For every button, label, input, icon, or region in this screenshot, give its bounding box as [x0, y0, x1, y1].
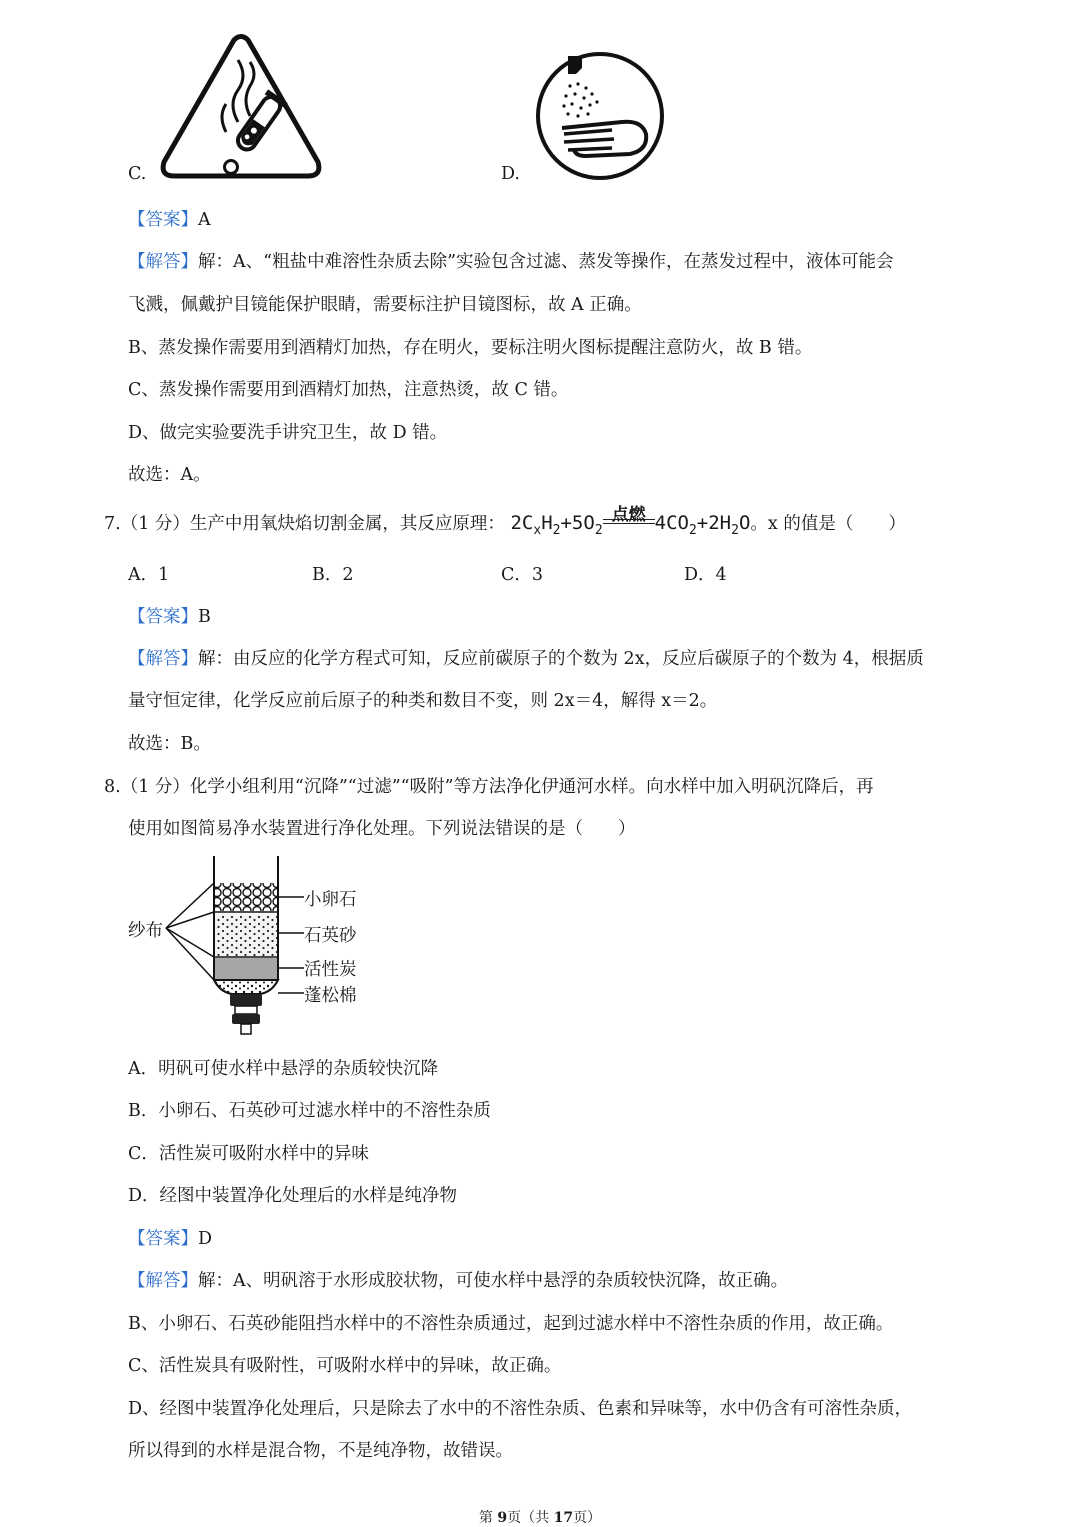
- q6-solution-line: 飞溅，佩戴护目镜能保护眼睛，需要标注护目镜图标，故 A 正确。: [128, 295, 642, 315]
- eq-part: O: [738, 512, 751, 534]
- answer-value: B: [198, 607, 211, 627]
- q8-solution-line: 所以得到的水样是混合物，不是纯净物，故错误。: [128, 1441, 513, 1461]
- solution-tag: 【解答】: [128, 649, 198, 669]
- answer-tag: 【答案】: [128, 210, 198, 230]
- reaction-condition: [603, 505, 655, 529]
- activated-carbon-layer: [215, 958, 277, 980]
- q6-solution-line: [128, 248, 894, 273]
- q7-stem-prefix: 7.（1 分）生产中用氧炔焰切割金属，其反应原理：: [104, 514, 505, 534]
- hand-washing-icon: [534, 50, 666, 182]
- label-pebbles: 小卵石: [304, 890, 357, 910]
- q8-stem-line: 使用如图简易净水装置进行净化处理。下列说法错误的是（ ）: [128, 819, 636, 839]
- q7-solution-line: 量守恒定律，化学反应前后原子的种类和数目不变，则 2x＝4，解得 x＝2。: [128, 691, 718, 711]
- q6-answer: [128, 206, 211, 231]
- solution-text: 解：由反应的化学方程式可知，反应前碳原子的个数为 2x，反应后碳原子的个数为 4，根据质: [198, 649, 924, 669]
- q6-conclusion: 故选：A。: [128, 465, 211, 485]
- q6-solution-line: D、做完实验要洗手讲究卫生，故 D 错。: [128, 423, 448, 443]
- eq-sub: 2: [731, 523, 739, 538]
- q7-option-b: B．2: [312, 565, 354, 585]
- q8-option-d: D．经图中装置净化处理后的水样是纯净物: [128, 1186, 458, 1206]
- eq-part: 4CO: [654, 512, 689, 534]
- label-cotton: 蓬松棉: [304, 986, 357, 1006]
- label-quartz-sand: 石英砂: [304, 926, 357, 946]
- eq-part: H: [541, 512, 553, 534]
- q7-stem-suffix: 。x 的值是（ ）: [750, 514, 906, 534]
- eq-sub: 2: [688, 523, 697, 538]
- q6-solution-line: C、蒸发操作需要用到酒精灯加热，注意热烫，故 C 错。: [128, 380, 569, 400]
- reaction-equation: [510, 505, 751, 538]
- q7-answer: [128, 603, 211, 628]
- condition-text: 点燃: [611, 505, 646, 525]
- solution-text: 解：A、明矾溶于水形成胶状物，可使水样中悬浮的杂质较快沉降，故正确。: [198, 1271, 789, 1291]
- answer-value: A: [198, 210, 211, 230]
- solution-tag: 【解答】: [128, 252, 198, 272]
- q8-solution-line: [128, 1267, 788, 1292]
- solution-tag: 【解答】: [128, 1271, 198, 1291]
- footer-text: 第: [478, 1510, 498, 1526]
- q8-solution-line: D、经图中装置净化处理后，只是除去了水中的不溶性杂质、色素和异味等，水中仍含有可溶性杂质，: [128, 1399, 913, 1419]
- q8-option-c: C．活性炭可吸附水样中的异味: [128, 1144, 369, 1164]
- eq-part: +5O: [560, 512, 595, 534]
- label-gauze: 纱布: [128, 921, 163, 941]
- eq-sub: x: [533, 523, 542, 538]
- label-activated-carbon: 活性炭: [304, 960, 357, 980]
- answer-value: D: [198, 1229, 213, 1249]
- q7-option-c: C．3: [501, 565, 544, 585]
- q8-option-b: B．小卵石、石英砂可过滤水样中的不溶性杂质: [128, 1101, 491, 1121]
- option-c-label: C.: [128, 164, 147, 184]
- page-footer: [0, 1507, 1080, 1527]
- q7-option-a: A．1: [128, 565, 170, 585]
- q8-option-a: A．明矾可使水样中悬浮的杂质较快沉降: [128, 1059, 439, 1079]
- solution-text: 解：A、“粗盐中难溶性杂质去除”实验包含过滤、蒸发等操作，在蒸发过程中，液体可能会: [198, 252, 894, 272]
- q8-stem-line: 8.（1 分）化学小组利用“沉降”“过滤”“吸附”等方法净化伊通河水样。向水样中加入明矾沉降后，再: [104, 777, 874, 797]
- q8-answer: [128, 1225, 212, 1250]
- q6-solution-line: B、蒸发操作需要用到酒精灯加热，存在明火，要标注明火图标提醒注意防火，故 B 错。: [128, 338, 813, 358]
- q7-option-d: D．4: [684, 565, 727, 585]
- q7-solution-line: [128, 645, 924, 670]
- answer-tag: 【答案】: [128, 1229, 198, 1249]
- eq-sub: 2: [552, 523, 561, 538]
- quartz-sand-layer: [215, 914, 277, 956]
- option-d-label: D.: [501, 164, 520, 184]
- q7-stem: [104, 505, 906, 538]
- pebble-layer: [215, 883, 277, 911]
- eq-part: 2C: [510, 512, 534, 534]
- footer-text: 页（共: [507, 1510, 554, 1526]
- cotton-layer: [214, 980, 278, 994]
- footer-text: 页）: [573, 1510, 602, 1526]
- eq-sub: 2: [594, 523, 603, 538]
- eq-part: +2H: [696, 512, 732, 534]
- q8-solution-line: B、小卵石、石英砂能阻挡水样中的不溶性杂质通过，起到过滤水样中不溶性杂质的作用，故正确。: [128, 1314, 894, 1334]
- total-pages: 17: [553, 1510, 574, 1526]
- answer-tag: 【答案】: [128, 607, 198, 627]
- q7-conclusion: 故选：B。: [128, 734, 211, 754]
- q8-solution-line: C、活性炭具有吸附性，可吸附水样中的异味，故正确。: [128, 1356, 562, 1376]
- hot-test-tube-warning-icon: [158, 34, 324, 182]
- page-number: 9: [497, 1510, 508, 1526]
